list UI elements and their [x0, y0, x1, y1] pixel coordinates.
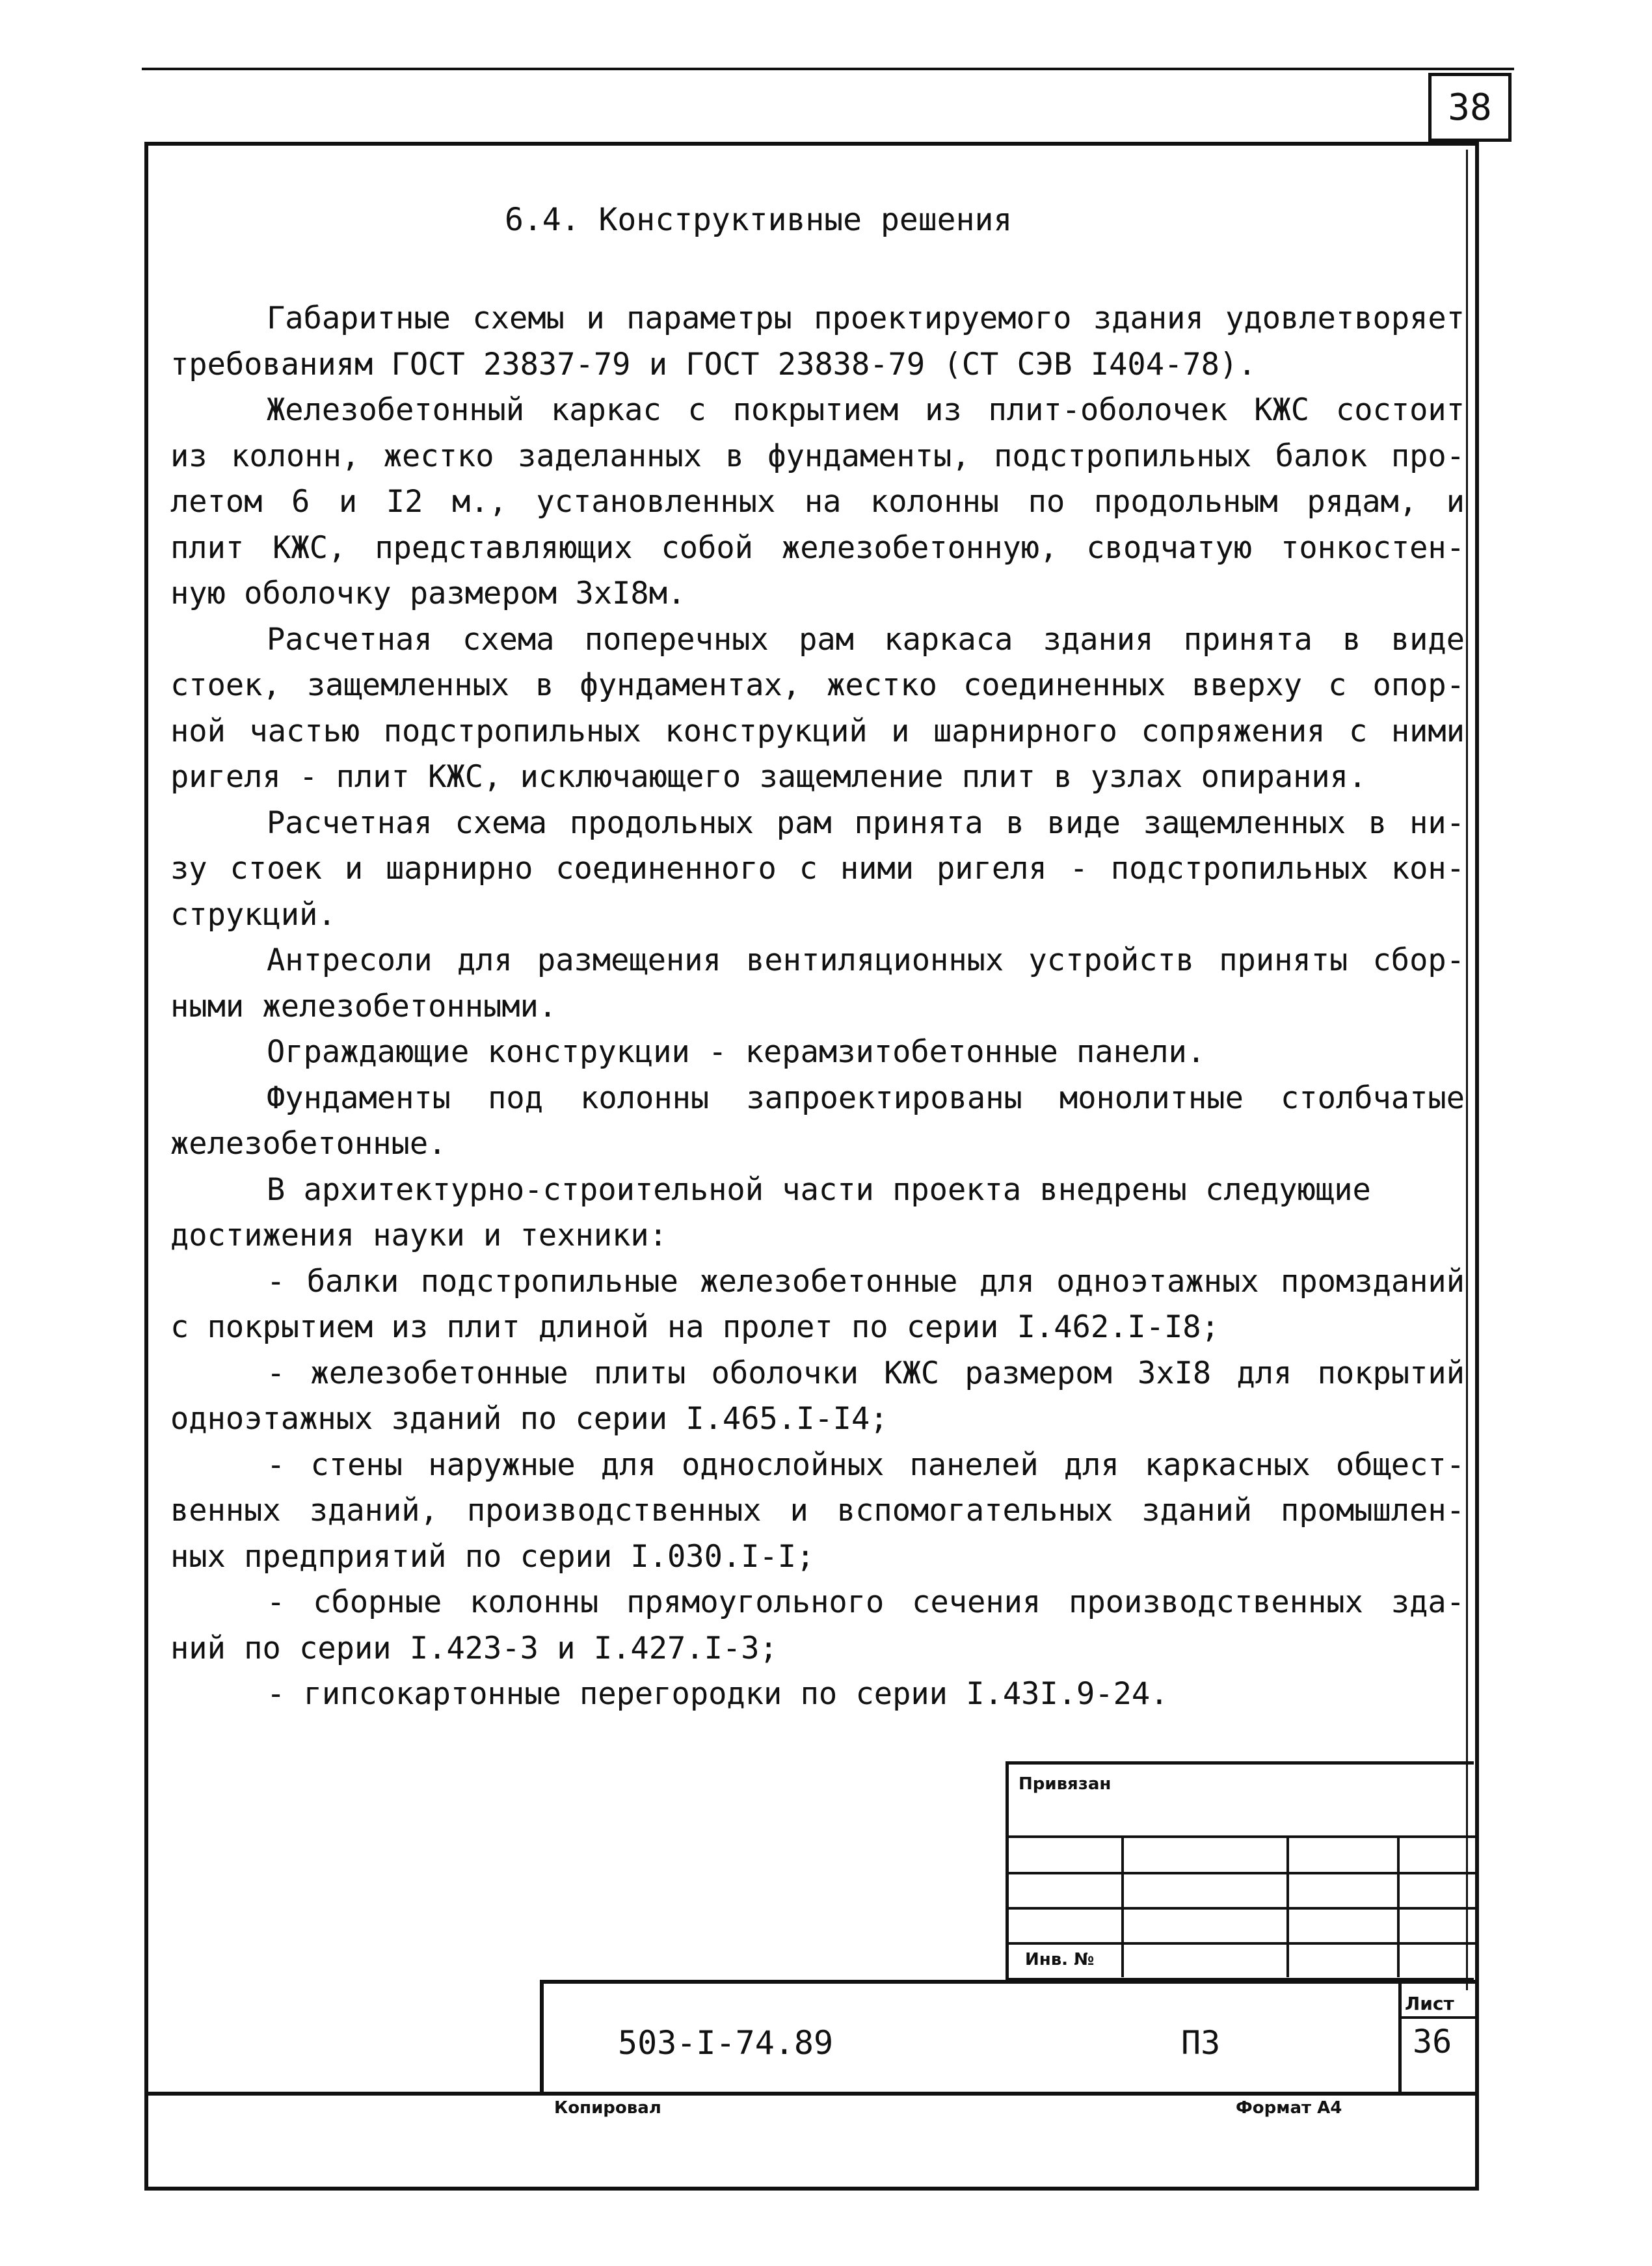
frame-right-edge — [1475, 142, 1479, 2191]
stamp-privyazan-label: Привязан — [1019, 1774, 1112, 1794]
body-line: Расчетная схема поперечных рам каркаса здания принята в виде — [267, 621, 1465, 658]
body-line: венных зданий, производственных и вспомогательных зданий промышлен- — [170, 1493, 1465, 1528]
body-line: ную оболочку размером 3хI8м. — [170, 576, 686, 611]
binding-stamp — [1006, 1761, 1474, 1981]
body-line: ной частью подстропильных конструкций и шарнирного сопряжения с ними — [170, 713, 1465, 749]
page-number: 38 — [1448, 86, 1492, 129]
stamp-row-line — [1006, 1907, 1475, 1910]
stamp-col-line — [1121, 1835, 1124, 1977]
body-line: зу стоек и шарнирно соединенного с ними ригеля - подстропильных кон- — [170, 851, 1465, 886]
body-line: требованиям ГОСТ 23837-79 и ГОСТ 23838-79 (СТ СЭВ I404-78). — [170, 346, 1257, 382]
stamp-row-line — [1006, 1872, 1475, 1874]
body-line: Антресоли для размещения вентиляционных устройств приняты сбор- — [267, 942, 1465, 978]
frame-bottom-divider — [144, 2092, 1479, 2096]
body-line: стоек, защемленных в фундаментах, жестко соединенных вверху с опор- — [170, 667, 1465, 703]
body-line: Фундаменты под колонны запроектированы монолитные столбчатые — [267, 1080, 1465, 1116]
body-line: струкций. — [170, 896, 336, 933]
document-type: ПЗ — [1181, 2024, 1221, 2062]
body-line: ными железобетонными. — [170, 988, 557, 1024]
body-line: плит КЖС, представляющих собой железобетонную, сводчатую тонкостен- — [170, 529, 1465, 566]
stamp-row-line — [1006, 1942, 1475, 1945]
body-line: одноэтажных зданий по серии I.465.I-I4; — [170, 1401, 888, 1437]
top-rule — [142, 68, 1514, 70]
page-number-box — [1428, 73, 1512, 142]
sheet-number: 36 — [1413, 2023, 1452, 2060]
body-line: - гипсокартонные перегородки по серии I.43I.9-24. — [267, 1676, 1169, 1712]
body-line: Ограждающие конструкции - керамзитобетонные панели. — [267, 1034, 1206, 1070]
body-line: - сборные колонны прямоугольного сечения производственных зда- — [267, 1584, 1465, 1620]
body-line: Расчетная схема продольных рам принята в виде защемленных в ни- — [267, 805, 1465, 841]
section-heading: 6.4. Конструктивные решения — [505, 202, 1013, 238]
body-line: - стены наружные для однослойных панелей для каркасных общест- — [267, 1446, 1465, 1483]
body-line: с покрытием из плит длиной на пролет по серии I.462.I-I8; — [170, 1309, 1219, 1345]
frame-right-inner-edge — [1466, 150, 1468, 1990]
body-line: летом 6 и I2 м., установленных на колонны по продольным рядам, и — [170, 484, 1465, 520]
body-line: достижения науки и техники: — [170, 1218, 668, 1253]
stamp-row-line — [1006, 1835, 1475, 1838]
body-line: В архитектурно-строительной части проекта внедрены следующие — [267, 1171, 1371, 1208]
body-line: ных предприятий по серии I.030.I-I; — [170, 1538, 815, 1575]
body-line: Железобетонный каркас с покрытием из плит-оболочек КЖС состоит — [267, 392, 1465, 428]
body-line: ний по серии I.423-3 и I.427.I-3; — [170, 1630, 778, 1666]
sheet-label: Лист — [1405, 1993, 1454, 2014]
body-line: - балки подстропильные железобетонные для одноэтажных промзданий — [267, 1263, 1465, 1300]
sheet-cell-divider — [1398, 2016, 1475, 2019]
stamp-inv-label: Инв. № — [1025, 1950, 1095, 1969]
format-label: Формат А4 — [1236, 2098, 1342, 2118]
sheet-cell-divider — [1398, 1982, 1402, 2094]
document-code: 503-I-74.89 — [618, 2024, 834, 2062]
stamp-col-line — [1286, 1835, 1289, 1977]
body-line: из колонн, жестко заделанных в фундаменты, подстропильных балок про- — [170, 438, 1465, 474]
body-line: ригеля - плит КЖС, исключающего защемление плит в узлах опирания. — [170, 759, 1367, 795]
body-line: железобетонные. — [170, 1126, 447, 1162]
body-line: - железобетонные плиты оболочки КЖС размером 3хI8 для покрытий — [267, 1355, 1465, 1391]
stamp-col-line — [1397, 1835, 1400, 1977]
copied-by-label: Копировал — [554, 2098, 661, 2118]
body-line: Габаритные схемы и параметры проектируемого здания удовлетворяет — [267, 300, 1465, 336]
